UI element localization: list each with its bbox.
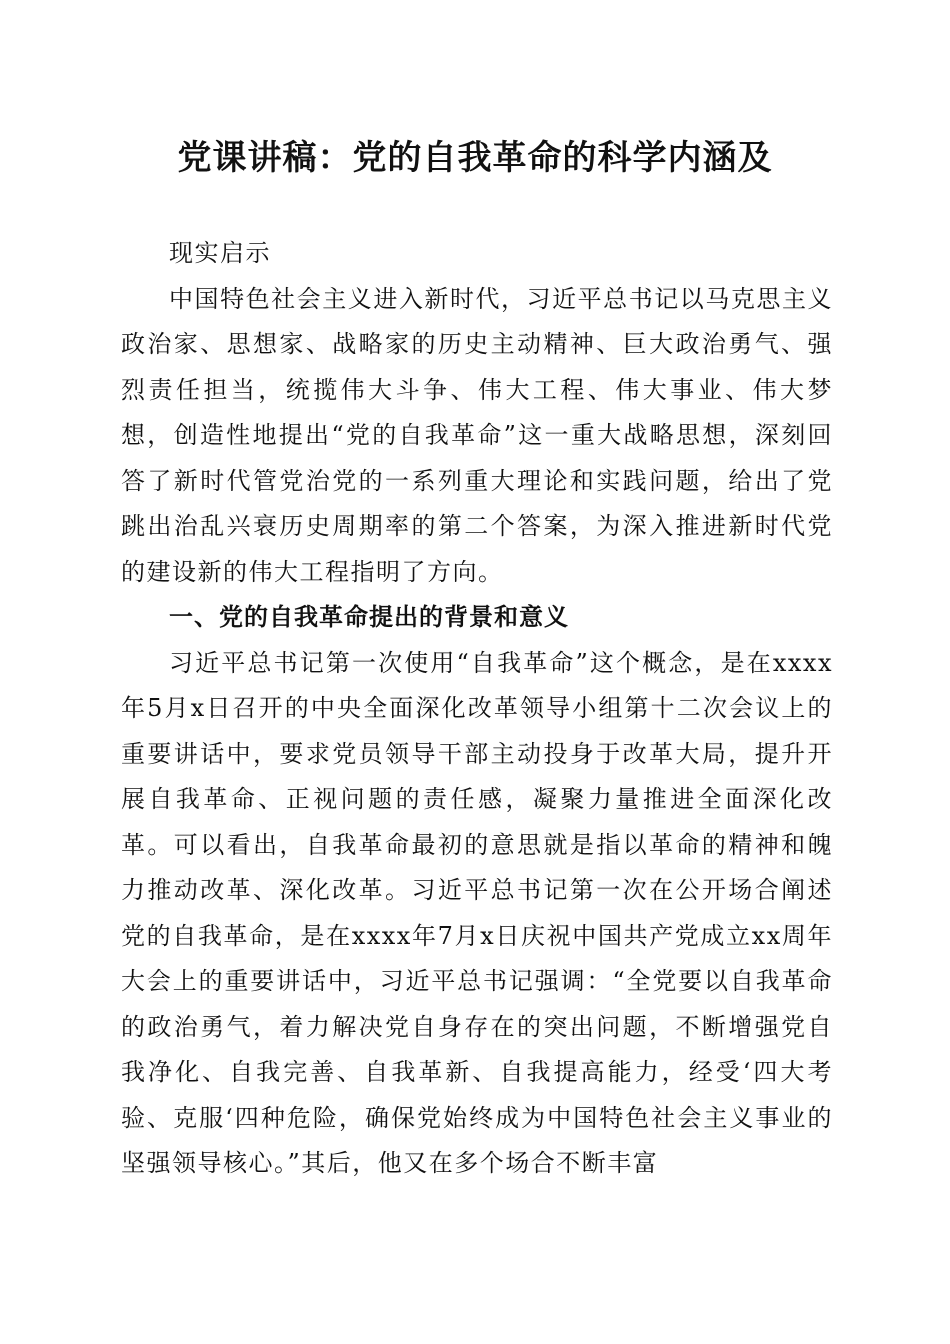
document-title: 党课讲稿：党的自我革命的科学内涵及 — [177, 138, 773, 178]
paragraph-section-1: 习近平总书记第一次使用“自我革命”这个概念，是在xxxx年5月x日召开的中央全面深化改革领导小组第十二次会议上的重要讲话中，要求党员领导干部主动投身于改革大局，提升开展自我革命、正视问题的责任感，凝聚力量推进全面深化改革。可以看出，自我革命最初的意思就是指以革命的精神和魄力推动改革、深化改革。习近平总书记第一次在公开场合阐述党的自我革命，是在xxxx年7月x日庆祝中国共产党成立xx周年大会上的重要讲话中，习近平总书记强调：“全党要以自我革命的政治勇气，着力解决党自身存在的突出问题，不断增强党自我净化、自我完善、自我革新、自我提高能力，经受‘四大考验、克服‘四种危险，确保党始终成为中国特色社会主义事业的坚强领导核心。”其后，他又在多个场合不断丰富 — [121, 648, 833, 1177]
paragraph-intro: 中国特色社会主义进入新时代，习近平总书记以马克思主义政治家、思想家、战略家的历史主动精神、巨大政治勇气、强烈责任担当，统揽伟大斗争、伟大工程、伟大事业、伟大梦想，创造性地提出“党的自我革命”这一重大战略思想，深刻回答了新时代管党治党的一系列重大理论和实践问题，给出了党跳出治乱兴衰历史周期率的第二个答案，为深入推进新时代党的建设新的伟大工程指明了方向。 — [121, 284, 833, 586]
document-body — [121, 231, 833, 1187]
paragraph-subtitle-continuation: 现实启示 — [169, 239, 271, 267]
section-heading-1: 一、党的自我革命提出的背景和意义 — [169, 603, 569, 631]
